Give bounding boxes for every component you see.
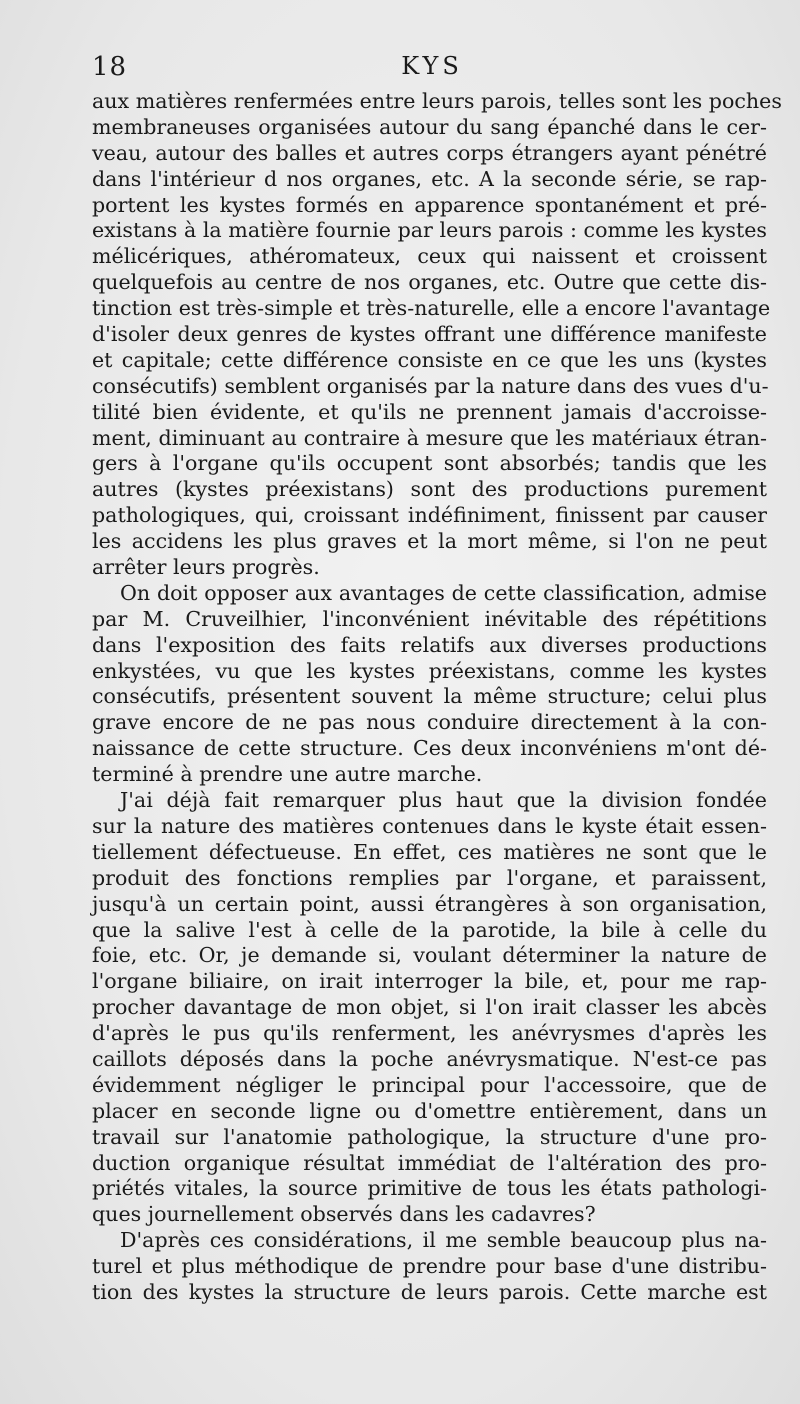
page-number: 18: [92, 52, 128, 82]
text-line: grave encore de ne pas nous conduire directement à la con-: [92, 710, 767, 735]
text-line: tiellement défectueuse. En effet, ces matières ne sont que le: [92, 839, 767, 864]
text-line: que la salive l'est à celle de la parotide, la bile à celle du: [92, 917, 767, 942]
text-line: On doit opposer aux avantages de cette classification, admise: [120, 580, 767, 605]
text-line: d'après le pus qu'ils renferment, les anévrysmes d'après les: [92, 1021, 767, 1046]
text-line: caillots déposés dans la poche anévrysmatique. N'est-ce pas: [92, 1046, 767, 1071]
text-line: ques journellement observés dans les cadavres?: [92, 1202, 596, 1227]
text-line: existans à la matière fournie par leurs parois : comme les kystes: [92, 218, 767, 243]
text-line: quelquefois au centre de nos organes, etc. Outre que cette dis-: [92, 270, 767, 295]
text-line: aux matières renfermées entre leurs parois, telles sont les poches: [92, 89, 782, 113]
text-line: évidemment négliger le principal pour l'accessoire, que de: [92, 1072, 767, 1097]
text-line: membraneuses organisées autour du sang épanché dans le cer-: [92, 114, 767, 139]
text-line: travail sur l'anatomie pathologique, la structure d'une pro-: [92, 1124, 767, 1149]
text-line: consécutifs, présentent souvent la même structure; celui plus: [92, 684, 767, 709]
text-line: placer en seconde ligne ou d'omettre entièrement, dans un: [92, 1098, 767, 1123]
text-line: tinction est très-simple et très-naturelle, elle a encore l'avantage: [92, 296, 771, 321]
text-line: dans l'intérieur d nos organes, etc. A la seconde série, se rap-: [92, 166, 767, 191]
text-line: D'après ces considérations, il me semble beaucoup plus na-: [120, 1228, 767, 1253]
text-line: priétés vitales, la source primitive de tous les états pathologi-: [92, 1176, 767, 1201]
text-line: foie, etc. Or, je demande si, voulant déterminer la nature de: [92, 943, 767, 968]
text-line: produit des fonctions remplies par l'organe, et paraissent,: [92, 865, 767, 890]
text-line: pathologiques, qui, croissant indéfiniment, finissent par causer: [92, 503, 767, 528]
page-header: [92, 52, 772, 86]
text-line: J'ai déjà fait remarquer plus haut que la division fondée: [120, 788, 767, 813]
text-line: et capitale; cette différence consiste en ce que les uns (kystes: [92, 347, 767, 372]
text-line: sur la nature des matières contenues dans le kyste était essen-: [92, 813, 767, 838]
text-line: procher davantage de mon objet, si l'on irait classer les abcès: [92, 995, 767, 1020]
text-line: naissance de cette structure. Ces deux inconvéniens m'ont dé-: [92, 736, 767, 761]
text-line: ment, diminuant au contraire à mesure que les matériaux étran-: [92, 425, 767, 450]
text-line: tilité bien évidente, et qu'ils ne prennent jamais d'accroisse-: [92, 399, 767, 424]
text-line: veau, autour des balles et autres corps étrangers ayant pénétré: [92, 140, 767, 165]
text-line: mélicériques, athéromateux, ceux qui naissent et croissent: [92, 244, 767, 269]
body-text: [92, 89, 782, 1306]
text-line: duction organique résultat immédiat de l'altération des pro-: [92, 1150, 767, 1175]
text-line: dans l'exposition des faits relatifs aux diverses productions: [92, 632, 767, 657]
text-line: l'organe biliaire, on irait interroger la bile, et, pour me rap-: [92, 969, 767, 994]
text-line: arrêter leurs progrès.: [92, 555, 320, 580]
text-line: d'isoler deux genres de kystes offrant une différence manifeste: [92, 322, 767, 347]
text-line: enkystées, vu que les kystes préexistans, comme les kystes: [92, 658, 767, 683]
text-line: turel et plus méthodique de prendre pour base d'une distribu-: [92, 1254, 767, 1279]
text-line: consécutifs) semblent organisés par la nature dans des vues d'u-: [92, 373, 769, 398]
text-line: autres (kystes préexistans) sont des productions purement: [92, 477, 767, 502]
text-line: portent les kystes formés en apparence spontanément et pré-: [92, 192, 767, 217]
text-line: tion des kystes la structure de leurs parois. Cette marche est: [92, 1279, 767, 1304]
running-head: KYS: [401, 52, 463, 80]
text-line: gers à l'organe qu'ils occupent sont absorbés; tandis que les: [92, 451, 767, 476]
text-line: terminé à prendre une autre marche.: [92, 762, 483, 787]
text-line: par M. Cruveilhier, l'inconvénient inévitable des répétitions: [92, 606, 767, 631]
text-line: les accidens les plus graves et la mort même, si l'on ne peut: [92, 529, 767, 554]
text-line: jusqu'à un certain point, aussi étrangères à son organisation,: [92, 891, 767, 916]
